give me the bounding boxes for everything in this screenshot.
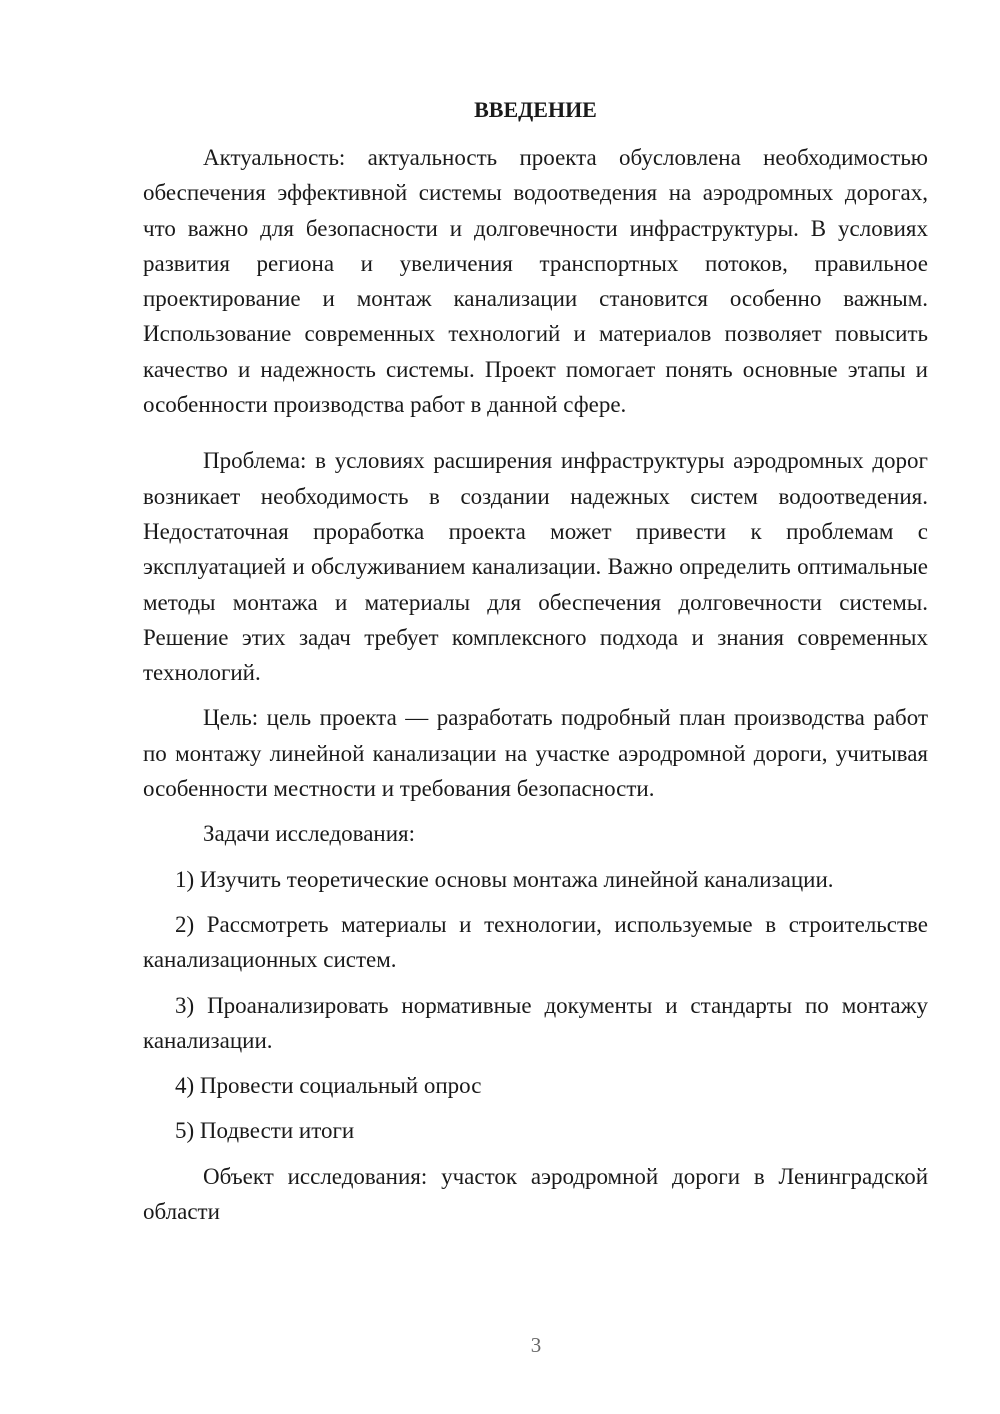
section-heading: ВВЕДЕНИЕ <box>474 97 597 122</box>
tasks-title: Задачи исследования: <box>203 821 416 847</box>
task-item-5: 5) Подвести итоги <box>175 1118 355 1144</box>
task-item-4: 4) Провести социальный опрос <box>175 1073 482 1099</box>
object-paragraph: Объект исследования: участок аэродромной дороги в Ленинградской области <box>143 1163 928 1225</box>
task-item-2: 2) Рассмотреть материалы и технологии, используемые в строительстве канализационных систем. <box>143 911 928 973</box>
page-number: 3 <box>530 1333 542 1357</box>
document-page <box>143 94 928 1239</box>
relevance-paragraph: Актуальность: актуальность проекта обусловлена необходимостью обеспечения эффективной системы водоотведения на аэродромных дорогах, что важно для безопасности и долговечности инфраструктуры. В условиях развития региона и увеличения транспортных потоков, правильное проектирование и монтаж канализации становится особенно важным. Использование современных технологий и материалов позволяет повысить качество и надежность системы. Проект помогает понять основные этапы и особенности производства работ в данной сфере. <box>143 145 928 418</box>
task-item-1: 1) Изучить теоретические основы монтажа линейной канализации. <box>175 866 834 892</box>
task-item-3: 3) Проанализировать нормативные документы и стандарты по монтажу канализации. <box>143 992 928 1053</box>
problem-paragraph: Проблема: в условиях расширения инфраструктуры аэродромных дорог возникает необходимость в создании надежных систем водоотведения. Недостаточная проработка проекта может привести к проблемам с эксплуатацией и обслуживанием канализации. Важно определить оптимальные методы монтажа и материалы для обеспечения долговечности системы. Решение этих задач требует комплексного подхода и знания современных технологий. <box>143 448 928 686</box>
goal-paragraph: Цель: цель проекта — разработать подробный план производства работ по монтажу линейной канализации на участке аэродромной дороги, учитывая особенности местности и требования безопасности. <box>143 705 928 802</box>
